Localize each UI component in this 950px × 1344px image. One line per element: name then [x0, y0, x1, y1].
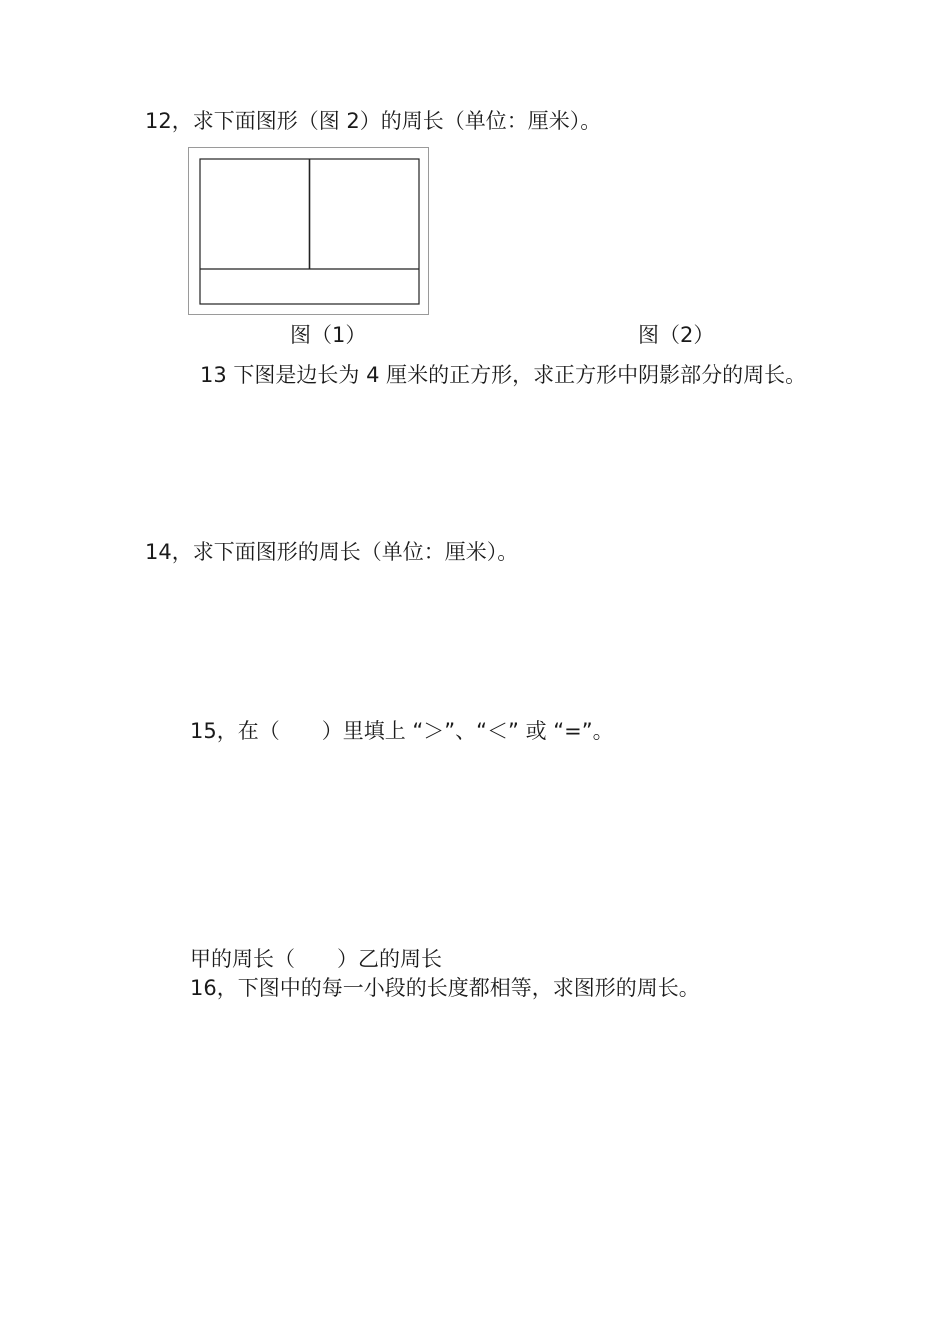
- figure-2-caption: 图（2）: [638, 323, 715, 347]
- rectangle-diagram: [189, 148, 430, 316]
- question-13: 13 下图是边长为 4 厘米的正方形，求正方形中阴影部分的周长。: [200, 363, 807, 387]
- figure-1-rectangle-diagram: [188, 147, 429, 315]
- question-15: 15，在（ ）里填上 “＞”、“＜” 或 “=”。: [190, 719, 614, 743]
- question-14: 14，求下面图形的周长（单位：厘米）。: [145, 540, 519, 564]
- comparison-line: 甲的周长（ ）乙的周长: [190, 947, 442, 971]
- question-16: 16，下图中的每一小段的长度都相等，求图形的周长。: [190, 976, 700, 1000]
- figure-1-caption: 图（1）: [290, 323, 367, 347]
- question-12: 12，求下面图形（图 2）的周长（单位：厘米）。: [145, 109, 602, 133]
